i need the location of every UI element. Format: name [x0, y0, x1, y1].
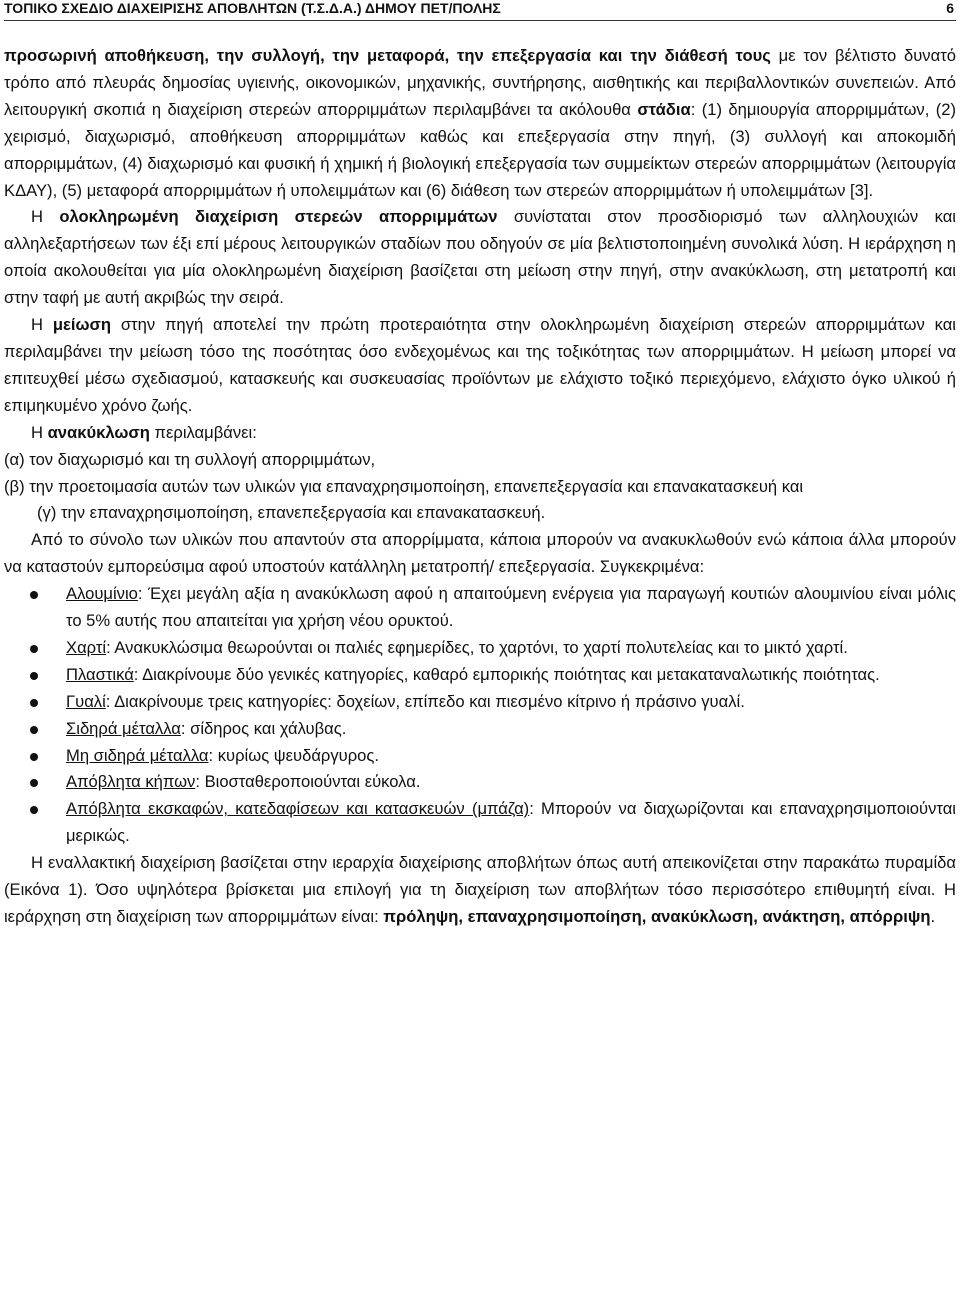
- bold-stages: στάδια: [637, 99, 691, 119]
- bullet-item: [4, 662, 956, 689]
- recycling-item-c: (γ) την επαναχρησιμοποίηση, επανεπεξεργασία και επανακατασκευή.: [37, 503, 546, 523]
- bold-phrase: μείωση: [52, 315, 111, 335]
- bullet-label: Απόβλητα κήπων: [66, 772, 196, 792]
- recycling-intro: Η ανακύκλωση περιλαμβάνει:: [31, 422, 257, 442]
- paragraph-hierarchy: Η εναλλακτική διαχείριση βασίζεται στην ιεραρχία διαχείρισης αποβλήτων όπως αυτή απεικονίζεται στην παρακάτω πυραμίδα (Εικόνα 1). Όσο υψηλότερα βρίσκεται μια επιλογή για τη διαχείριση των αποβλήτων τόσο περισσότερο επιθυμητή είναι. Η ιεράρχηση στη διαχείριση των απορριμμάτων είναι: πρόληψη, επαναχρησιμοποίηση, ανακύκλωση, ανάκτηση, απόρριψη.: [4, 853, 956, 926]
- bullet-label: Πλαστικά: [66, 664, 134, 684]
- bullet-icon: [30, 726, 38, 734]
- bullet-label: Απόβλητα εκσκαφών, κατεδαφίσεων και κατασκευών (μπάζα): [66, 799, 530, 819]
- bullet-item: [4, 635, 956, 662]
- bullet-text: : Διακρίνουμε δύο γενικές κατηγορίες, καθαρό εμπορικής ποιότητας και μετακαταναλωτικής ποιότητας.: [133, 664, 880, 684]
- page-number: 6: [946, 0, 954, 16]
- page-header: [4, 0, 956, 21]
- bullet-text: : Μπορούν να διαχωρίζονται και επαναχρησιμοποιούνται μερικώς.: [66, 799, 956, 846]
- bold-phrase: προσωρινή αποθήκευση, την συλλογή, την μεταφορά, την επεξεργασία και την διάθεσή τους: [4, 46, 771, 65]
- bullet-label: Μη σιδηρά μέταλλα: [66, 745, 209, 765]
- bullet-label: Αλουμίνιο: [66, 584, 138, 604]
- bullet-icon: [30, 779, 38, 787]
- bullet-icon: [30, 806, 38, 814]
- recycling-item-b: (β) την προετοιμασία αυτών των υλικών για επαναχρησιμοποίηση, επανεπεξεργασία και επανακατασκευή και: [4, 476, 804, 496]
- bullet-item: [4, 743, 956, 770]
- bullet-icon: [30, 672, 38, 680]
- bullet-icon: [30, 753, 38, 761]
- bold-phrase: ανακύκλωση: [47, 422, 150, 442]
- bullet-item: [4, 716, 956, 743]
- bullet-item: [4, 769, 956, 796]
- bullet-text: : Βιοσταθεροποιούνται εύκολα.: [195, 772, 421, 792]
- paragraph-integrated-management: Η ολοκληρωμένη διαχείριση στερεών απορριμμάτων συνίσταται στον προσδιορισμό των αλληλουχιών και αλληλεξαρτήσεων των έξι επί μέρους λειτουργικών σταδίων που οδηγούν σε μία βελτιστοποιημένη συνολικά λύση. Η ιεράρχηση η οποία ακολουθείται για μία ολοκληρωμένη διαχείριση βασίζεται στη μείωση στην πηγή, στην ανακύκλωση, στη μετατροπή και στην ταφή με αυτή ακριβώς την σειρά.: [4, 207, 956, 308]
- bullet-item: [4, 581, 956, 635]
- bullet-item: [4, 796, 956, 850]
- bullet-text: : κυρίως ψευδάργυρος.: [208, 745, 380, 765]
- bullet-icon: [30, 699, 38, 707]
- paragraph-definition: προσωρινή αποθήκευση, την συλλογή, την μεταφορά, την επεξεργασία και την διάθεσή τους με τον βέλτιστο δυνατό τρόπο από πλευράς δημοσίας υγιεινής, οικονομικών, μηχανικής, συντήρησης, αισθητικής και περιβαλλοντικών συνεπειών. Από λειτουργική σκοπιά η διαχείριση στερεών απορριμμάτων περιλαμβάνει τα ακόλουθα στάδια: (1) δημιουργία απορριμμάτων, (2) χειρισμό, διαχωρισμό, αποθήκευση απορριμμάτων καθώς και επεξεργασία στην πηγή, (3) συλλογή και αποκομιδή απορριμμάτων, (4) διαχωρισμό και φυσική ή χημική ή βιολογική επεξεργασία των συμμείκτων στερεών απορριμμάτων (λειτουργία ΚΔΑΥ), (5) μεταφορά απορριμμάτων ή υπολειμμάτων και (6) διάθεση των στερεών απορριμμάτων ή υπολειμμάτων [3].: [4, 46, 956, 200]
- bullet-label: Γυαλί: [66, 691, 106, 711]
- paragraph-reduction: Η μείωση στην πηγή αποτελεί την πρώτη προτεραιότητα στην ολοκληρωμένη διαχείριση στερεών απορριμμάτων και περιλαμβάνει την μείωση τόσο της ποσότητας όσο ενδεχομένως και της τοξικότητας των απορριμμάτων. Η μείωση μπορεί να επιτευχθεί μέσω σχεδιασμού, κατασκευής και συσκευασίας προϊόντων με ελάχιστο τοξικό περιεχόμενο, ελάχιστο όγκο υλικού ή επιμηκυμένο χρόνο ζωής.: [4, 315, 956, 415]
- bullet-text: : Διακρίνουμε τρεις κατηγορίες: δοχείων, επίπεδο και πιεσμένο κίτρινο ή πράσινο γυαλί.: [105, 691, 745, 711]
- bullet-label: Χαρτί: [66, 637, 107, 657]
- document-title: ΤΟΠΙΚΟ ΣΧΕΔΙΟ ΔΙΑΧΕΙΡΙΣΗΣ ΑΠΟΒΛΗΤΩΝ (Τ.Σ.Δ.Α.) ΔΗΜΟΥ ΠΕΤ/ΠΟΛΗΣ: [4, 0, 501, 16]
- bold-phrase: ολοκληρωμένη διαχείριση στερεών απορριμμάτων: [59, 207, 498, 227]
- bold-phrase: πρόληψη, επαναχρησιμοποίηση, ανακύκλωση, ανάκτηση, απόρριψη: [383, 907, 931, 926]
- bullet-text: : Έχει μεγάλη αξία η ανακύκλωση αφού η απαιτούμενη ενέργεια για παραγωγή κουτιών αλουμινίου είναι μόλις το 5% αυτής που απαιτείται για χρήση νέου ορυκτού.: [66, 584, 956, 631]
- bullet-item: [4, 689, 956, 716]
- recycling-item-a: (α) τον διαχωρισμό και τη συλλογή απορριμμάτων,: [4, 449, 376, 469]
- bullet-text: : σίδηρος και χάλυβας.: [180, 718, 347, 738]
- bullet-icon: [30, 645, 38, 653]
- bullet-icon: [30, 591, 38, 599]
- paragraph-materials-intro: Από το σύνολο των υλικών που απαντούν στα απορρίμματα, κάποια μπορούν να ανακυκλωθούν ενώ κάποια άλλα μπορούν να καταστούν εμπορεύσιμα αφού υποστούν κατάλληλη μετατροπή/ επεξεργασία. Συγκεκριμένα:: [4, 530, 956, 577]
- bullet-text: : Ανακυκλώσιμα θεωρούνται οι παλιές εφημερίδες, το χαρτόνι, το χαρτί πολυτελείας και το μικτό χαρτί.: [106, 637, 848, 657]
- document-body: [4, 43, 956, 931]
- bullet-label: Σιδηρά μέταλλα: [66, 718, 181, 738]
